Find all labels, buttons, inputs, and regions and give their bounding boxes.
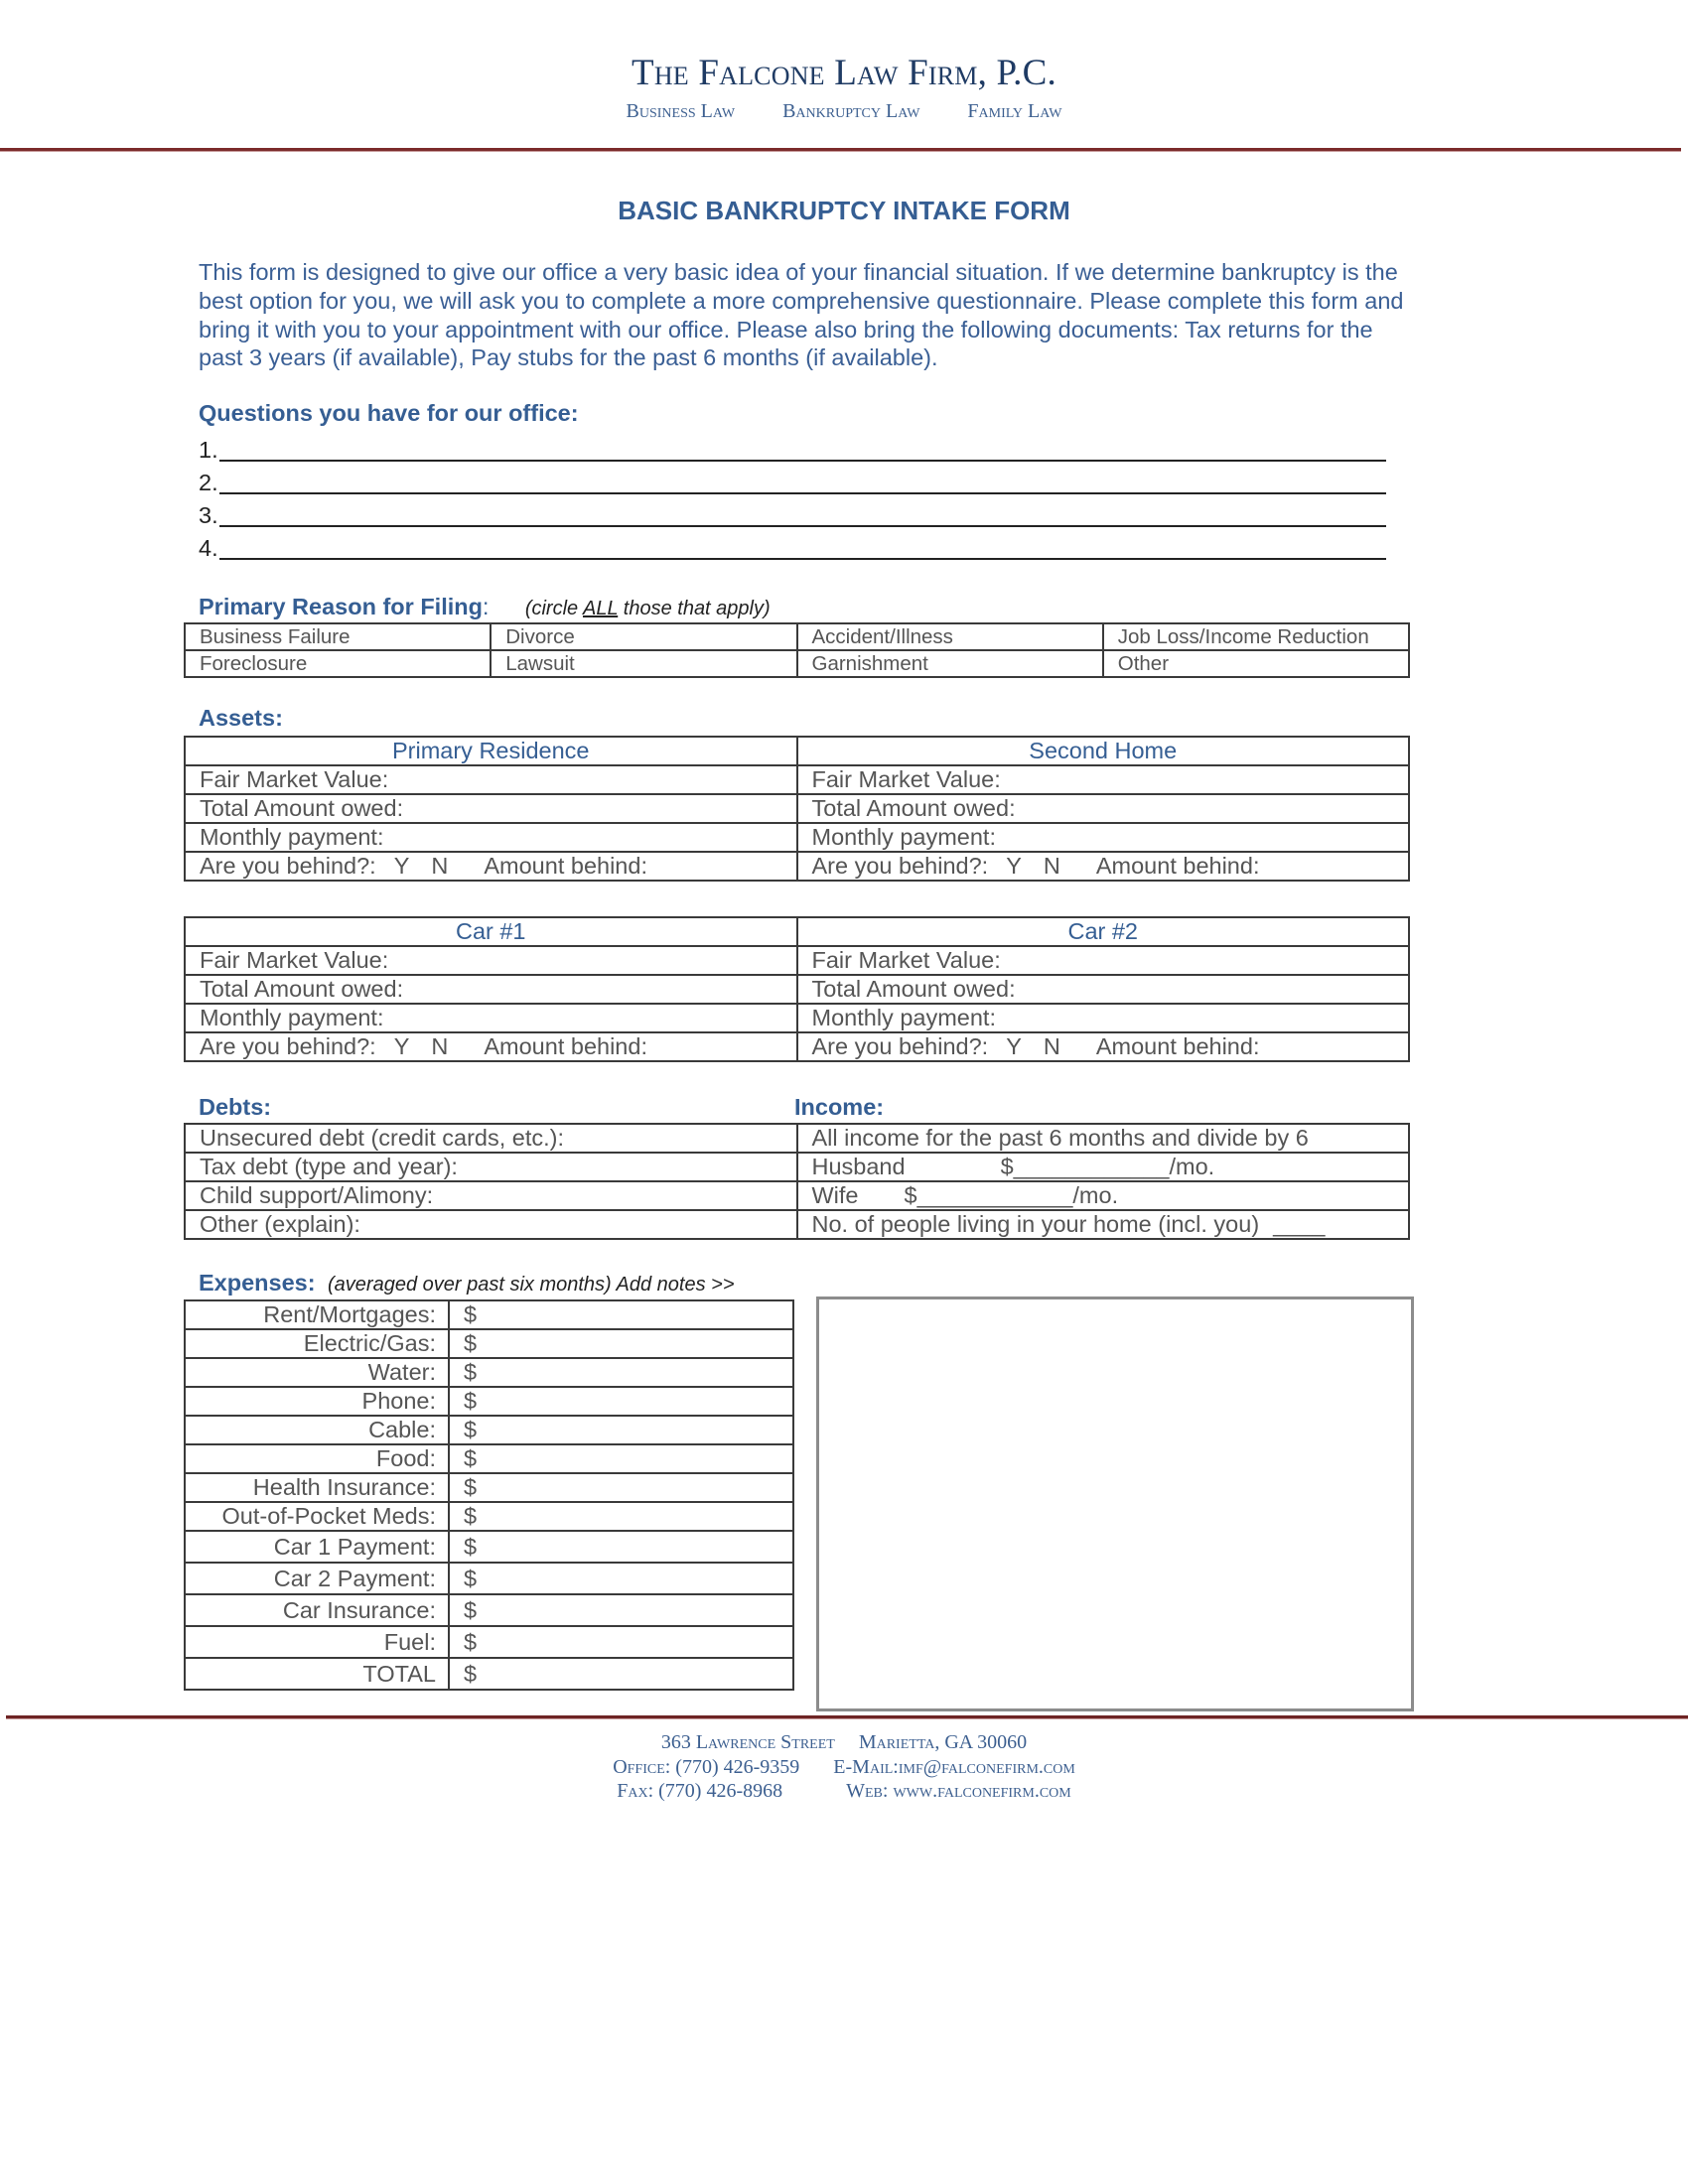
car-1-behind-field[interactable] [185,1032,797,1061]
expense-electric-input[interactable]: $ [449,1329,793,1358]
table-row [185,1473,793,1502]
table-row [185,1329,793,1358]
reason-table [184,622,1410,678]
expenses-heading: Expenses: [199,1270,316,1296]
amount-behind-label: Amount behind: [484,1033,647,1059]
behind-label: Are you behind?: [811,1033,989,1059]
expense-label: TOTAL [185,1658,449,1690]
expenses-table [184,1299,794,1691]
table-row [185,794,1409,823]
expense-label: Out-of-Pocket Meds: [185,1502,449,1531]
expense-phone-input[interactable]: $ [449,1387,793,1416]
table-row [185,1300,793,1329]
amount-behind-label: Amount behind: [1095,1033,1260,1059]
practice-area-bankruptcy: Bankruptcy Law [782,100,920,122]
primary-residence-owed-field[interactable]: Total Amount owed: [185,794,797,823]
table-row [185,823,1409,852]
question-input[interactable] [219,471,1386,494]
expenses-heading-row [199,1270,735,1297]
wife-income-input[interactable]: $____________/mo. [904,1182,1119,1208]
primary-residence-header: Primary Residence [185,737,797,765]
yes-option[interactable]: Y [393,853,410,879]
question-line-3[interactable] [199,497,1386,527]
expenses-note: (averaged over past six months) Add notes >> [328,1274,735,1296]
intro-line: bring it with you to your appointment with our office. Please also bring the following documents: Tax returns for the [199,316,1373,342]
car-2-owed-field[interactable]: Total Amount owed: [797,975,1410,1004]
table-row [185,1658,793,1690]
header-divider [0,148,1681,152]
question-input[interactable] [219,503,1386,527]
reason-option-business-failure[interactable]: Business Failure [185,623,491,650]
expense-label: Car Insurance: [185,1594,449,1626]
footer-fax: Fax: (770) 426-8968 [617,1780,783,1802]
wife-income-field[interactable] [797,1181,1410,1210]
second-home-fmv-field[interactable]: Fair Market Value: [797,765,1410,794]
vehicle-assets-table [184,916,1410,1062]
tax-debt-field[interactable]: Tax debt (type and year): [185,1153,797,1181]
intro-line: best option for you, we will ask you to complete a more comprehensive questionnaire. Please complete this form and [199,287,1404,314]
table-row [185,946,1409,975]
car-2-behind-field[interactable] [797,1032,1410,1061]
table-row [185,1032,1409,1061]
question-input[interactable] [219,438,1386,462]
unsecured-debt-field[interactable]: Unsecured debt (credit cards, etc.): [185,1124,797,1153]
expense-meds-input[interactable]: $ [449,1502,793,1531]
reason-instruction [525,598,771,619]
amount-behind-label: Amount behind: [1095,853,1260,879]
debts-income-table [184,1123,1410,1240]
behind-label: Are you behind?: [200,853,376,879]
table-row [185,1004,1409,1032]
table-row [185,852,1409,881]
yes-option[interactable]: Y [1006,853,1022,879]
wife-label: Wife [811,1182,859,1208]
car-1-payment-field[interactable]: Monthly payment: [185,1004,797,1032]
table-row [185,1181,1409,1210]
car-1-fmv-field[interactable]: Fair Market Value: [185,946,797,975]
footer-city: Marietta, GA 30060 [858,1731,1028,1753]
second-home-payment-field[interactable]: Monthly payment: [797,823,1410,852]
table-row [185,1444,793,1473]
table-row [185,1416,793,1444]
practice-areas [0,100,1688,123]
question-input[interactable] [219,536,1386,560]
expense-cable-input[interactable]: $ [449,1416,793,1444]
household-label: No. of people living in your home (incl. you) [811,1211,1260,1237]
question-number: 3. [199,502,218,528]
table-row [185,1124,1409,1153]
expense-car-insurance-input[interactable]: $ [449,1594,793,1626]
expense-car1-input[interactable]: $ [449,1531,793,1563]
table-row [185,1594,793,1626]
yes-option[interactable]: Y [1006,1033,1022,1059]
expense-car2-input[interactable]: $ [449,1563,793,1594]
second-home-behind-field[interactable] [797,852,1410,881]
reason-option-foreclosure[interactable]: Foreclosure [185,650,491,677]
assets-heading: Assets: [199,705,283,731]
amount-behind-label: Amount behind: [484,853,647,879]
expense-label: Rent/Mortgages: [185,1300,449,1329]
notes-textbox[interactable] [816,1297,1414,1711]
no-option[interactable]: N [1043,1033,1060,1059]
household-size-field[interactable] [797,1210,1410,1239]
intro-paragraph [199,258,1499,372]
intro-line: This form is designed to give our office a very basic idea of your financial situation. If we determine bankruptcy is the [199,259,1398,285]
reason-heading: Primary Reason for Filing [199,594,483,619]
car-1-owed-field[interactable]: Total Amount owed: [185,975,797,1004]
income-instruction: All income for the past 6 months and divide by 6 [797,1124,1410,1153]
footer-web-link[interactable]: Web: www.falconefirm.com [846,1780,1071,1802]
child-support-field[interactable]: Child support/Alimony: [185,1181,797,1210]
reason-heading-row [199,594,771,620]
expense-total-input[interactable]: $ [449,1658,793,1690]
table-row [185,975,1409,1004]
table-row [185,1626,793,1658]
husband-income-field[interactable] [797,1153,1410,1181]
reason-option-divorce[interactable]: Divorce [491,623,796,650]
table-header-row [185,917,1409,946]
questions-heading: Questions you have for our office: [199,400,579,426]
table-row [185,623,1409,650]
property-assets-table [184,736,1410,882]
footer-contact-line [0,1756,1688,1779]
car-2-header: Car #2 [797,917,1410,946]
table-row [185,1358,793,1387]
footer-street: 363 Lawrence Street [660,1731,835,1753]
practice-area-family: Family Law [967,100,1062,122]
table-row [185,1210,1409,1239]
no-option[interactable]: N [1043,853,1060,879]
table-row [185,1531,793,1563]
income-heading: Income: [794,1094,885,1120]
question-line-2[interactable] [199,465,1386,494]
expense-fuel-input[interactable]: $ [449,1626,793,1658]
yes-option[interactable]: Y [393,1033,410,1059]
expense-label: Car 1 Payment: [185,1531,449,1563]
table-row [185,1387,793,1416]
expense-rent-input[interactable]: $ [449,1300,793,1329]
expense-health-insurance-input[interactable]: $ [449,1473,793,1502]
second-home-header: Second Home [797,737,1410,765]
intro-line: past 3 years (if available), Pay stubs for the past 6 months (if available). [199,344,938,371]
reason-note-prefix: (circle [524,598,583,619]
expense-label: Fuel: [185,1626,449,1658]
question-number: 2. [199,470,218,495]
question-line-1[interactable] [199,432,1386,462]
reason-option-job-loss[interactable]: Job Loss/Income Reduction [1103,623,1409,650]
expense-label: Cable: [185,1416,449,1444]
no-option[interactable]: N [431,1033,449,1059]
no-option[interactable]: N [431,853,449,879]
table-row [185,1502,793,1531]
footer-office-phone: Office: (770) 426-9359 [613,1756,800,1778]
reason-note-suffix: those that apply) [618,598,771,619]
reason-note-emphasis: ALL [582,598,619,619]
footer-address-line [0,1731,1688,1754]
expense-water-input[interactable]: $ [449,1358,793,1387]
reason-option-accident-illness[interactable]: Accident/Illness [797,623,1103,650]
behind-label: Are you behind?: [200,1033,376,1059]
expense-label: Phone: [185,1387,449,1416]
expense-label: Car 2 Payment: [185,1563,449,1594]
car-1-header: Car #1 [185,917,797,946]
husband-income-input[interactable]: $____________/mo. [1000,1154,1215,1179]
expense-label: Electric/Gas: [185,1329,449,1358]
reason-option-garnishment[interactable]: Garnishment [797,650,1103,677]
reason-heading-colon: : [482,594,490,619]
primary-residence-fmv-field[interactable]: Fair Market Value: [185,765,797,794]
practice-area-business: Business Law [626,100,736,122]
form-title: BASIC BANKRUPTCY INTAKE FORM [618,196,1070,225]
household-input[interactable]: ____ [1273,1211,1326,1237]
question-line-4[interactable] [199,530,1386,560]
car-2-payment-field[interactable]: Monthly payment: [797,1004,1410,1032]
table-row [185,765,1409,794]
behind-label: Are you behind?: [811,853,989,879]
debts-heading: Debts: [199,1094,272,1120]
primary-residence-behind-field[interactable] [185,852,797,881]
second-home-owed-field[interactable]: Total Amount owed: [797,794,1410,823]
car-2-fmv-field[interactable]: Fair Market Value: [797,946,1410,975]
expense-label: Food: [185,1444,449,1473]
footer-web-line [0,1780,1688,1803]
footer-divider [6,1715,1688,1719]
firm-name: The Falcone Law Firm, P.C. [632,53,1056,93]
expense-label: Water: [185,1358,449,1387]
expense-food-input[interactable]: $ [449,1444,793,1473]
table-row [185,1563,793,1594]
table-header-row [185,737,1409,765]
primary-residence-payment-field[interactable]: Monthly payment: [185,823,797,852]
table-row [185,1153,1409,1181]
reason-option-lawsuit[interactable]: Lawsuit [491,650,796,677]
question-number: 4. [199,535,218,561]
expense-label: Health Insurance: [185,1473,449,1502]
husband-label: Husband [811,1154,906,1179]
question-number: 1. [199,437,218,463]
table-row [185,650,1409,677]
other-debt-field[interactable]: Other (explain): [185,1210,797,1239]
footer-email-link[interactable]: E-Mail:imf@falconefirm.com [833,1756,1075,1778]
reason-option-other[interactable]: Other [1103,650,1409,677]
